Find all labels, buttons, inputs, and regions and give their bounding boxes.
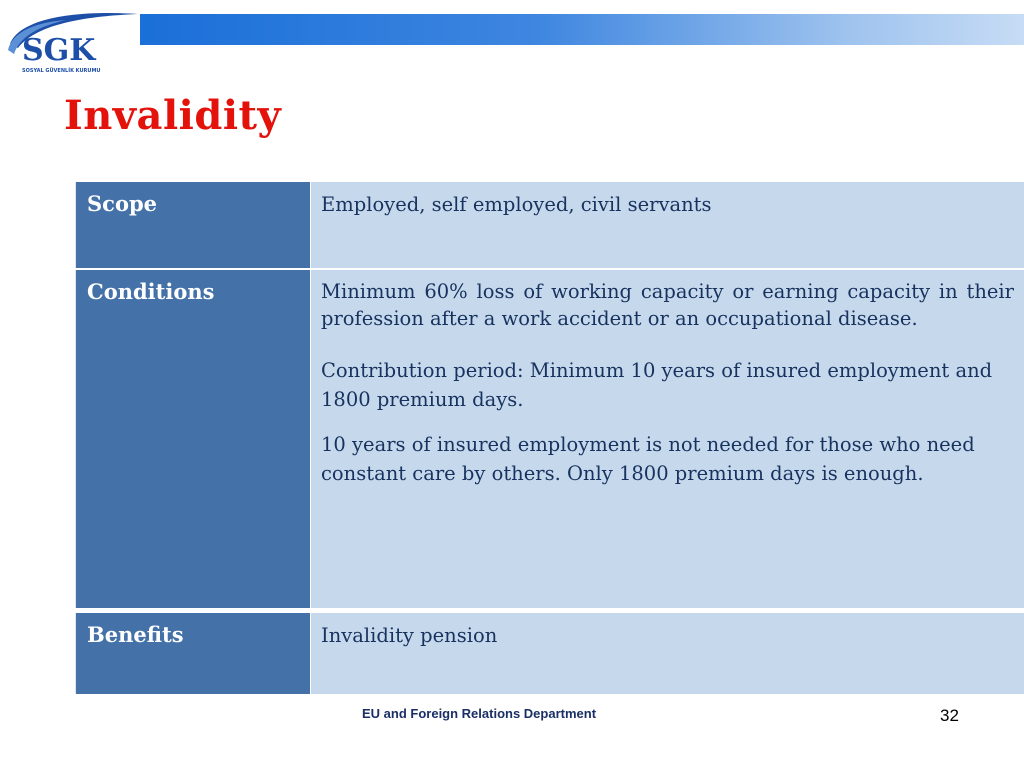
row-label: Scope <box>87 191 158 216</box>
sgk-logo <box>6 10 142 76</box>
condition-contribution-period: Contribution period: Minimum 10 years of insured employment and 1800 premium days. <box>321 359 993 411</box>
row-content-cell <box>311 182 1024 268</box>
row-content <box>321 190 1014 235</box>
row-content-cell <box>311 270 1024 608</box>
footer-department: EU and Foreign Relations Department <box>362 706 597 721</box>
row-content <box>321 278 1014 504</box>
table-row-scope <box>75 182 1024 268</box>
row-label-cell <box>75 270 310 608</box>
table-row-conditions <box>75 270 1024 608</box>
header-bar <box>140 14 1024 45</box>
slide-title: Invalidity <box>64 92 282 139</box>
row-label: Benefits <box>87 622 184 647</box>
logo-subtext: SOSYAL GÜVENLİK KURUMU <box>22 68 101 74</box>
table-row-benefits <box>75 613 1024 694</box>
benefits-text: Invalidity pension <box>321 624 498 647</box>
scope-text: Employed, self employed, civil servants <box>321 193 712 216</box>
condition-capacity-loss: Minimum 60% loss of working capacity or earning capacity in their profession after a work accident or an occupational disease. <box>321 280 1014 330</box>
row-label-cell <box>75 182 310 268</box>
row-content-cell <box>311 613 1024 694</box>
sgk-logo-graphic <box>6 10 142 76</box>
condition-constant-care: 10 years of insured employment is not needed for those who need constant care by others. Only 1800 premium days is enough. <box>321 433 975 485</box>
row-label-cell <box>75 613 310 694</box>
invalidity-table <box>75 182 1024 694</box>
row-label: Conditions <box>87 279 215 304</box>
row-content <box>321 621 1014 666</box>
page-number: 32 <box>940 706 959 725</box>
logo-text: SGK <box>22 33 96 68</box>
